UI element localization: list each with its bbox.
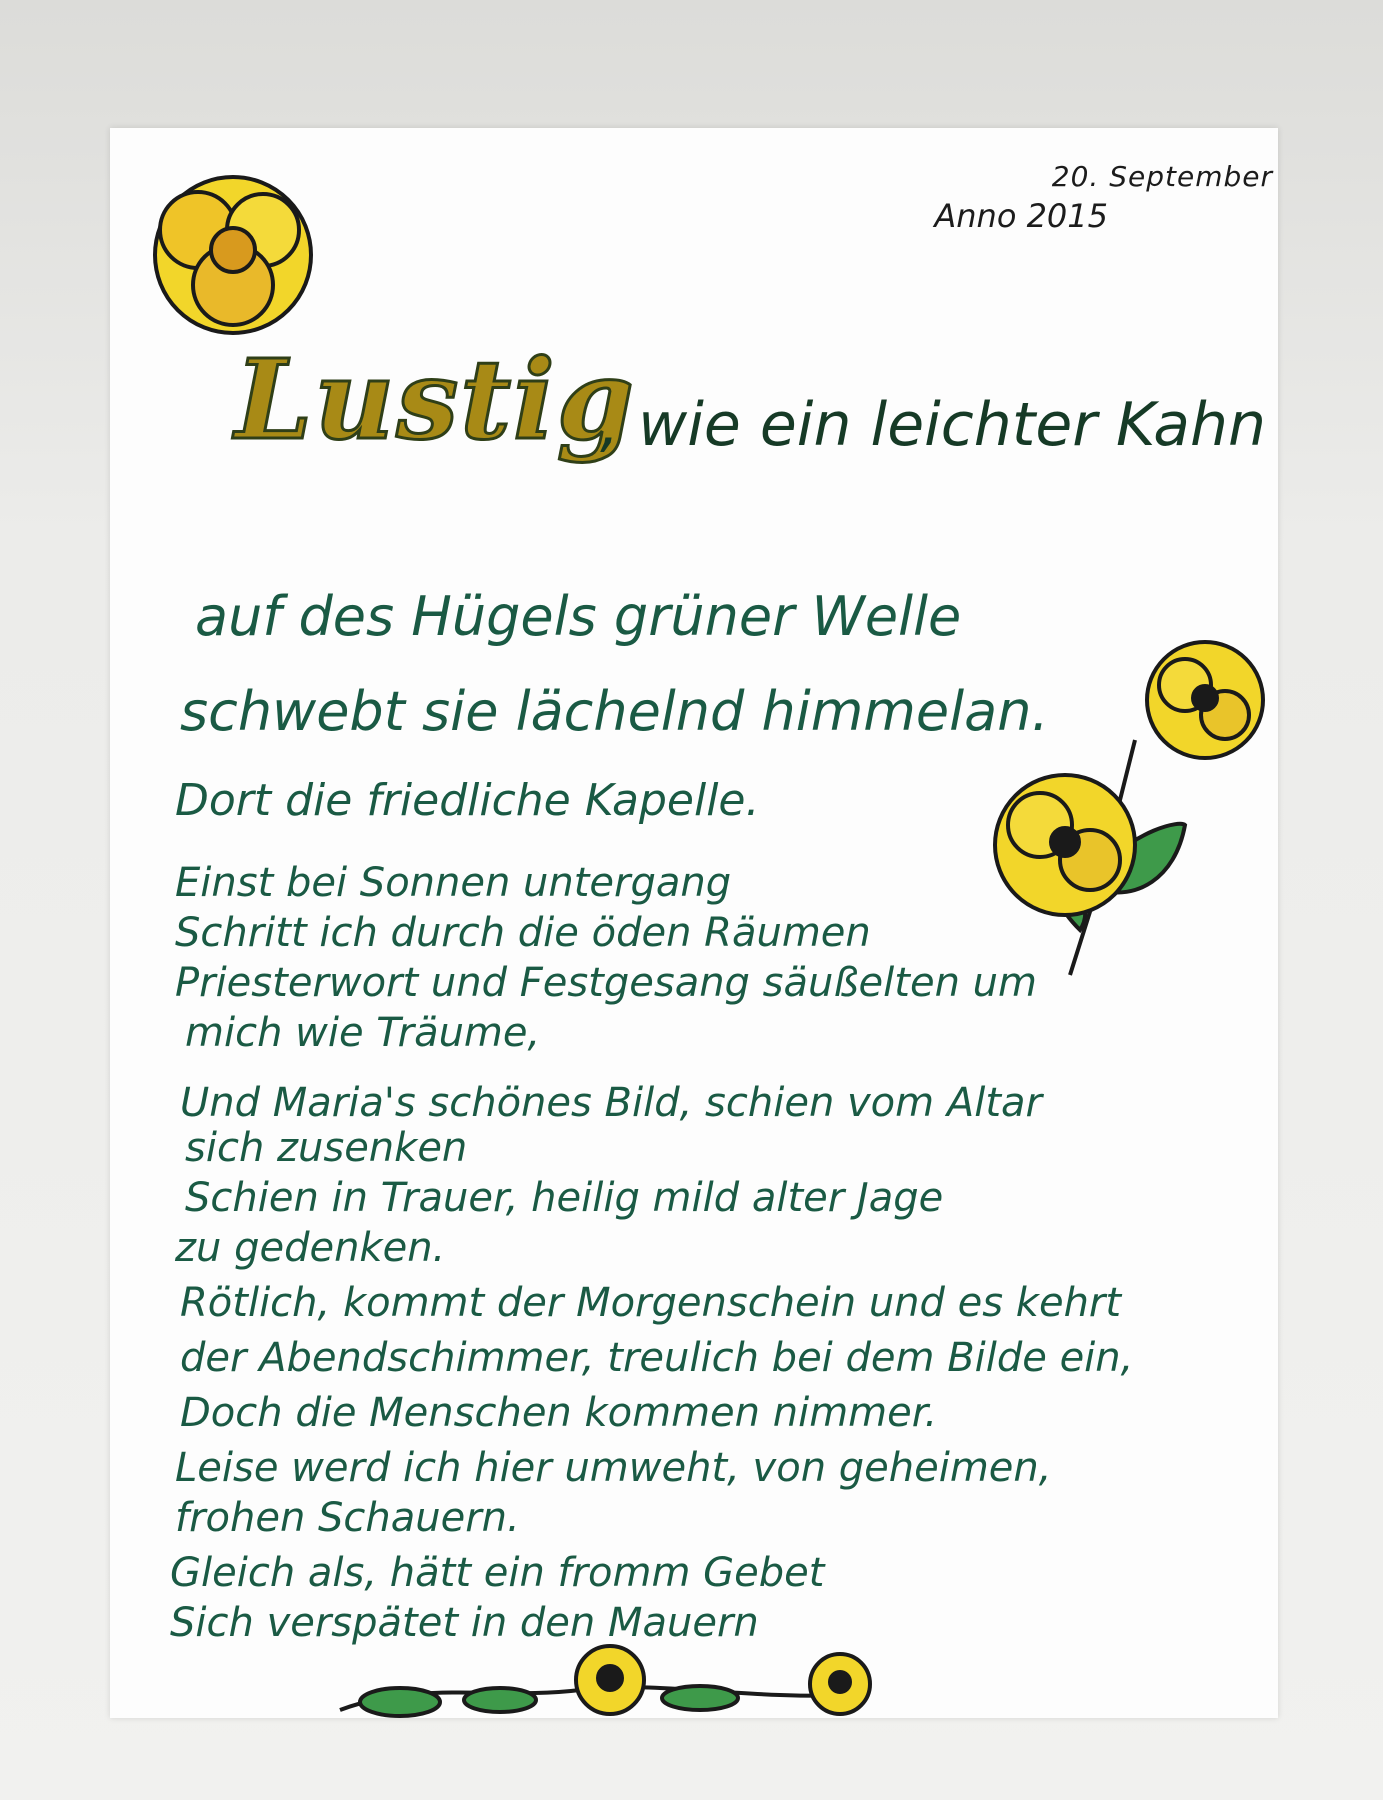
poem-line: Rötlich, kommt der Morgenschein und es kehrt [180,1280,1122,1326]
poem-line: Einst bei Sonnen untergang [175,860,732,906]
poem-line: Priesterwort und Festgesang säußelten um [175,960,1037,1006]
poem-line: frohen Schauern. [175,1495,520,1541]
poem-line: Leise werd ich hier umweht, von geheimen, [175,1445,1052,1491]
poem-line: auf des Hügels grüner Welle [195,585,962,648]
yellow-roses-icon [960,630,1280,1000]
poem-line: Dort die friedliche Kapelle. [175,775,760,826]
poem-line: schwebt sie lächelnd himmelan. [180,680,1049,743]
date-year: Anno 2015 [934,197,1108,235]
poem-line: zu gedenken. [175,1225,446,1271]
poem-line: sich zusenken [185,1125,468,1171]
yellow-flower-icon [138,160,328,360]
date-day: 20. September [1051,160,1273,193]
poem-line: Doch die Menschen kommen nimmer. [180,1390,938,1436]
poem-line: Schien in Trauer, heilig mild alter Jage [185,1175,944,1221]
title-rest: , wie ein leichter Kahn [600,390,1267,460]
title-initial-word: Lustig [235,335,636,464]
poem-line: mich wie Träume, [185,1010,541,1056]
flower-border-icon [340,1640,900,1720]
poem-line: der Abendschimmer, treulich bei dem Bilde ein, [180,1335,1134,1381]
date-block [934,160,1273,235]
poem-line: Schritt ich durch die öden Räumen [175,910,871,956]
poem-line: Sich verspätet in den Mauern [170,1600,759,1646]
poem-line: Gleich als, hätt ein fromm Gebet [170,1550,825,1596]
poem-line: Und Maria's schönes Bild, schien vom Altar [180,1080,1042,1126]
